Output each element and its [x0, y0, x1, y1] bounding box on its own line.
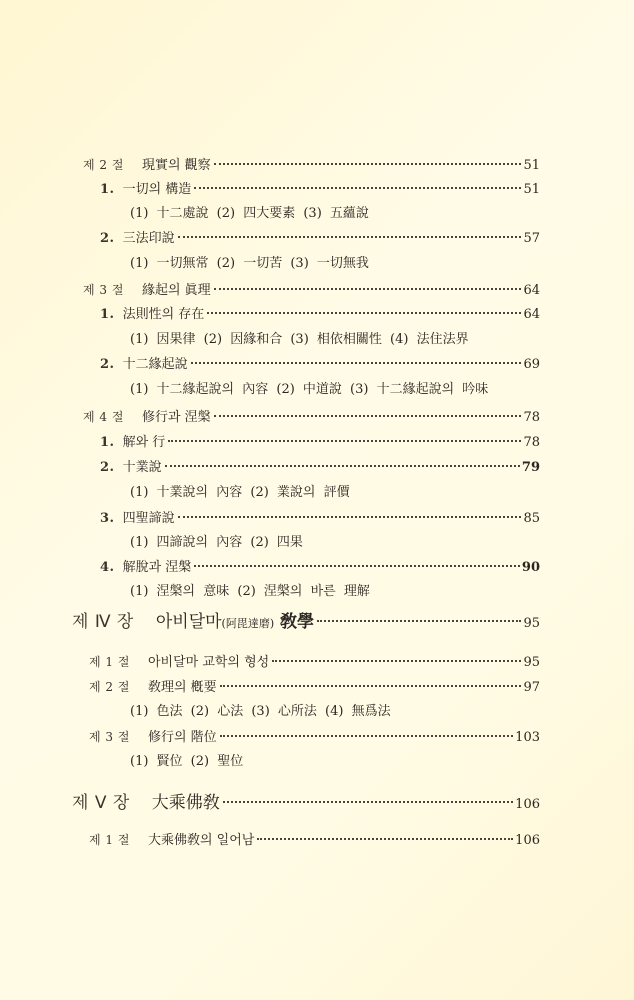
item-title: 解와 行 — [122, 435, 166, 450]
dot-leader — [220, 685, 522, 687]
toc-subitems — [130, 484, 540, 502]
section-number: 제 1 절 — [89, 833, 130, 847]
dot-leader — [165, 465, 520, 467]
page-number: 51 — [523, 158, 540, 173]
page-number: 103 — [515, 730, 540, 745]
chapter-number: 제 Ⅴ 장 — [72, 793, 130, 813]
dot-leader — [191, 362, 522, 364]
toc-section-row[interactable] — [83, 408, 540, 426]
item-number: 2. — [100, 460, 115, 475]
dot-leader — [317, 620, 521, 622]
item-title: 一切의 構造 — [122, 182, 192, 197]
section-title: 現實의 觀察 — [141, 158, 211, 173]
dot-leader — [220, 735, 514, 737]
page-number: 64 — [523, 283, 540, 298]
dot-leader — [194, 565, 520, 567]
page-number: 57 — [523, 231, 540, 246]
chapter-title-hanja: (阿毘達磨) — [221, 617, 275, 630]
toc-item-row[interactable] — [100, 230, 540, 248]
subitems-text: (1) 一切無常 (2) 一切苦 (3) 一切無我 — [130, 256, 369, 271]
toc-chapter-row[interactable] — [72, 792, 540, 814]
toc-item-row[interactable] — [100, 434, 540, 452]
dot-leader — [223, 801, 513, 803]
subitems-text: (1) 十業說의 內容 (2) 業說의 評價 — [130, 485, 350, 500]
subitems-text: (1) 因果律 (2) 因緣和合 (3) 相依相關性 (4) 法住法界 — [130, 332, 469, 347]
page-number: 69 — [523, 357, 540, 372]
toc-subitems — [130, 255, 540, 273]
subitems-text: (1) 十二緣起說의 內容 (2) 中道說 (3) 十二緣起說의 吟味 — [130, 382, 489, 397]
toc-item-row[interactable] — [100, 356, 540, 374]
item-number: 1. — [100, 307, 115, 322]
subitems-text: (1) 賢位 (2) 聖位 — [130, 754, 244, 769]
dot-leader — [178, 236, 522, 238]
page-number: 95 — [523, 655, 540, 670]
toc-subitems — [130, 534, 540, 552]
item-title: 四聖諦說 — [122, 511, 175, 526]
item-number: 1. — [100, 435, 115, 450]
item-number: 1. — [100, 182, 115, 197]
chapter-title — [156, 611, 314, 635]
item-title: 解脫과 涅槃 — [122, 560, 192, 575]
toc-subitems — [130, 753, 540, 771]
chapter-number: 제 Ⅳ 장 — [72, 612, 134, 632]
subitems-text: (1) 涅槃의 意味 (2) 涅槃의 바른 理解 — [130, 584, 370, 599]
item-title: 法則性의 存在 — [122, 307, 205, 322]
item-number: 2. — [100, 231, 115, 246]
page-number: 51 — [523, 182, 540, 197]
dot-leader — [214, 163, 522, 165]
toc-item-row[interactable] — [100, 181, 540, 199]
item-title: 三法印說 — [122, 231, 175, 246]
item-number: 2. — [100, 357, 115, 372]
item-title: 十業說 — [122, 460, 162, 475]
toc-section-row[interactable] — [89, 831, 540, 849]
section-number: 제 4 절 — [83, 410, 124, 424]
page-number: 78 — [523, 435, 540, 450]
dot-leader — [194, 187, 521, 189]
page-number: 97 — [523, 680, 540, 695]
toc-item-row[interactable] — [100, 510, 540, 528]
item-number: 3. — [100, 511, 115, 526]
toc-item-row[interactable] — [100, 559, 540, 577]
section-number: 제 2 절 — [89, 680, 130, 694]
item-title: 十二緣起說 — [122, 357, 188, 372]
page-number: 90 — [521, 560, 540, 575]
section-title: 敎理의 槪要 — [147, 680, 217, 695]
section-number: 제 3 절 — [83, 283, 124, 297]
page-number: 78 — [523, 410, 540, 425]
toc-chapter-row[interactable] — [72, 611, 540, 633]
toc-subitems — [130, 583, 540, 601]
toc-section-row[interactable] — [89, 728, 540, 746]
toc-item-row[interactable] — [100, 306, 540, 324]
page-number: 106 — [515, 797, 540, 812]
toc-section-row[interactable] — [83, 156, 540, 174]
section-number: 제 3 절 — [89, 730, 130, 744]
section-number: 제 2 절 — [83, 158, 124, 172]
subitems-text: (1) 四諦說의 內容 (2) 四果 — [130, 535, 303, 550]
page-number: 95 — [523, 616, 540, 631]
page-number: 85 — [523, 511, 540, 526]
dot-leader — [214, 288, 522, 290]
page-number: 64 — [523, 307, 540, 322]
dot-leader — [168, 440, 521, 442]
item-number: 4. — [100, 560, 115, 575]
section-number: 제 1 절 — [89, 655, 130, 669]
page-number: 106 — [515, 833, 540, 848]
toc-subitems — [130, 703, 540, 721]
section-title: 大乘佛敎의 일어남 — [147, 833, 255, 848]
page-number: 79 — [521, 460, 540, 475]
section-title: 修行의 階位 — [147, 730, 217, 745]
chapter-title-suffix: 敎學 — [274, 612, 315, 632]
toc-section-row[interactable] — [83, 281, 540, 299]
section-title: 修行과 涅槃 — [141, 410, 211, 425]
toc-item-row[interactable] — [100, 459, 540, 477]
dot-leader — [272, 660, 521, 662]
dot-leader — [257, 838, 513, 840]
section-title: 緣起의 眞理 — [141, 283, 211, 298]
dot-leader — [214, 415, 522, 417]
toc-section-row[interactable] — [89, 653, 540, 671]
subitems-text: (1) 色法 (2) 心法 (3) 心所法 (4) 無爲法 — [130, 704, 391, 719]
chapter-title: 大乘佛敎 — [151, 793, 220, 813]
toc-subitems — [130, 381, 540, 399]
toc-subitems — [130, 205, 540, 223]
toc-section-row[interactable] — [89, 678, 540, 696]
dot-leader — [207, 312, 521, 314]
toc-subitems — [130, 331, 540, 349]
dot-leader — [178, 516, 522, 518]
section-title: 아비달마 교학의 형성 — [147, 655, 270, 670]
chapter-title-main: 아비달마 — [155, 612, 222, 632]
subitems-text: (1) 十二處說 (2) 四大要素 (3) 五蘊說 — [130, 206, 369, 221]
